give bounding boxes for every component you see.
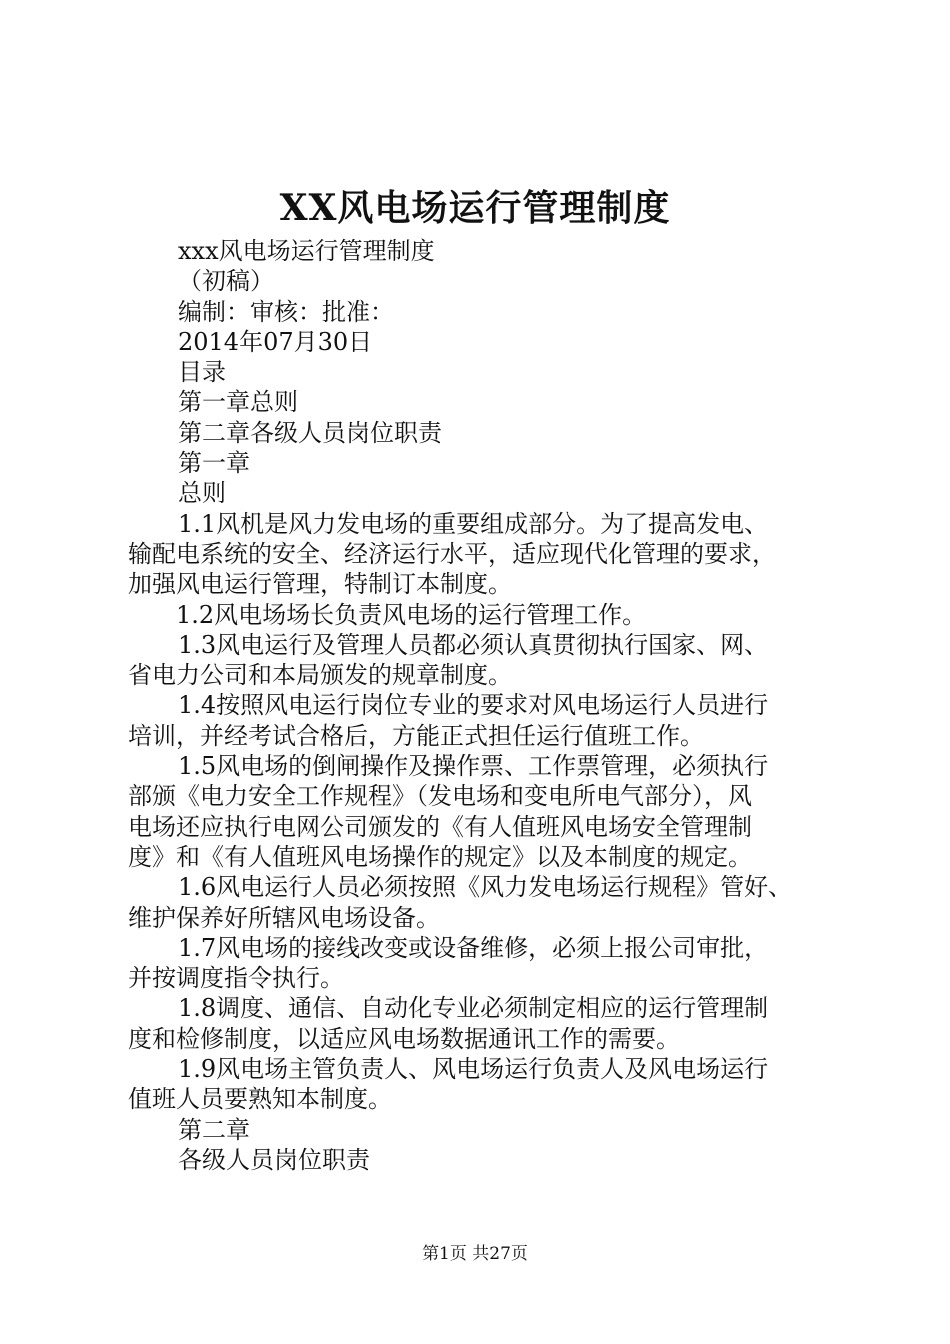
paragraph-line: 1.6风电运行人员必须按照《风力发电场运行规程》管好、 — [178, 873, 793, 902]
page-footer: 第1页 共27页 — [422, 1244, 528, 1264]
chapter-2-number: 第二章 — [178, 1115, 250, 1144]
chapter-1-number: 第一章 — [178, 449, 250, 478]
paragraph-line: 1.2风电场场长负责风电场的运行管理工作。 — [176, 600, 647, 629]
paragraph-line: 1.9风电场主管负责人、风电场运行负责人及风电场运行 — [178, 1055, 769, 1084]
paragraph-line: 1.3风电运行及管理人员都必须认真贯彻执行国家、网、 — [178, 630, 769, 659]
paragraph-line: 1.5风电场的倒闸操作及操作票、工作票管理，必须执行 — [178, 752, 769, 781]
chapter-1-title: 总则 — [178, 479, 226, 508]
paragraph-line: 1.8调度、通信、自动化专业必须制定相应的运行管理制 — [178, 994, 769, 1023]
paragraph-line: 培训，并经考试合格后，方能正式担任运行值班工作。 — [128, 721, 704, 750]
toc-item-chapter-2: 第二章各级人员岗位职责 — [178, 418, 442, 447]
paragraph-line: 省电力公司和本局颁发的规章制度。 — [128, 661, 512, 690]
approval-line: 编制：审核：批准： — [178, 297, 394, 326]
subtitle-line: xxx风电场运行管理制度 — [178, 237, 435, 265]
paragraph-line: 维护保养好所辖风电场设备。 — [128, 903, 440, 932]
toc-heading: 目录 — [178, 358, 226, 387]
paragraph-line: 并按调度指令执行。 — [128, 964, 344, 993]
paragraph-line: 1.1风机是风力发电场的重要组成部分。为了提高发电、 — [178, 509, 769, 538]
document-body — [128, 236, 840, 1175]
paragraph-line: 值班人员要熟知本制度。 — [128, 1085, 392, 1114]
paragraph-line: 加强风电运行管理，特制订本制度。 — [128, 570, 512, 599]
paragraph-line: 输配电系统的安全、经济运行水平，适应现代化管理的要求， — [128, 539, 776, 568]
document-title: XX风电场运行管理制度 — [279, 187, 671, 229]
paragraph-line: 度和检修制度，以适应风电场数据通讯工作的需要。 — [128, 1024, 680, 1053]
paragraph-line: 部颁《电力安全工作规程》（发电场和变电所电气部分），风 — [128, 782, 752, 811]
paragraph-line: 电场还应执行电网公司颁发的《有人值班风电场安全管理制 — [128, 812, 752, 841]
paragraph-line: 1.7风电场的接线改变或设备维修，必须上报公司审批， — [178, 933, 769, 962]
paragraph-line: 度》和《有人值班风电场操作的规定》以及本制度的规定。 — [128, 842, 752, 871]
toc-item-chapter-1: 第一章总则 — [178, 388, 298, 417]
draft-label: （初稿） — [178, 267, 274, 296]
chapter-2-title: 各级人员岗位职责 — [178, 1145, 370, 1174]
date-line: 2014年07月30日 — [178, 327, 373, 356]
paragraph-line: 1.4按照风电运行岗位专业的要求对风电场运行人员进行 — [178, 691, 769, 720]
